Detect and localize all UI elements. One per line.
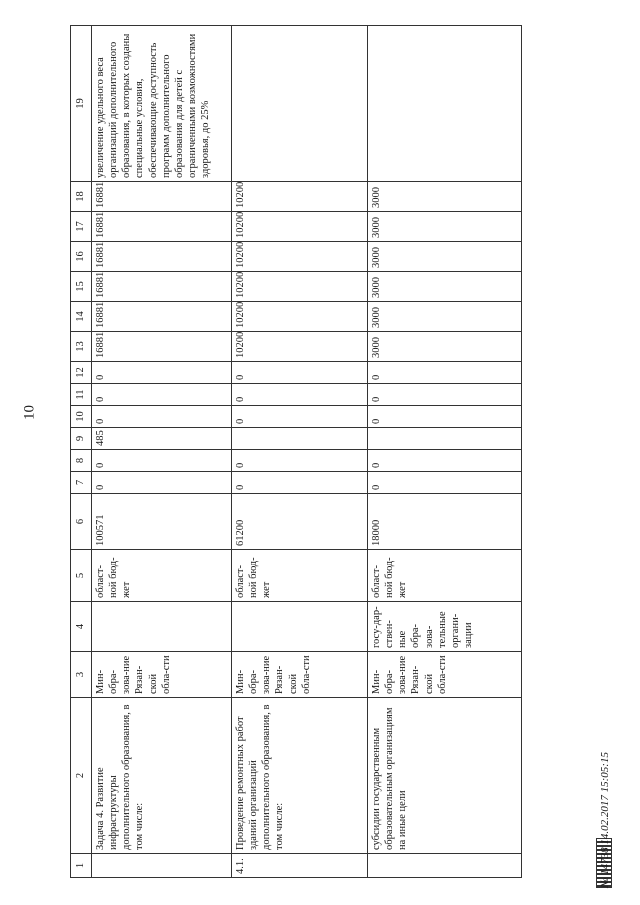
- table-cell-col-9: 485: [92, 428, 232, 450]
- table-cell-col-2: Проведение ремонтных работ зданий организаций дополнительного образования, в том числе:: [232, 698, 368, 854]
- budget-table-rotated: [70, 26, 520, 878]
- table-cell-col-10: 0: [368, 406, 522, 428]
- table-cell-col-16: 3000: [368, 242, 522, 272]
- table-cell-col-15: 10200: [232, 272, 368, 302]
- table-cell-col-2: Задача 4. Развитие инфраструктуры дополнительного образования, в том числе:: [92, 698, 232, 854]
- table-cell-col-10: 0: [232, 406, 368, 428]
- table-cell-col-9: [368, 428, 522, 450]
- header-cell: 1: [71, 854, 92, 878]
- table-cell-col-12: 0: [92, 362, 232, 384]
- table-cell-col-3: Мин-обра-зова-ние Рязан-ской обла-сти: [92, 652, 232, 698]
- table-row: [368, 26, 522, 878]
- table-cell-col-8: 0: [368, 450, 522, 472]
- table-cell-col-16: 10200: [232, 242, 368, 272]
- table-cell-col-1: [92, 854, 232, 878]
- table-cell-col-18: 16881: [92, 182, 232, 212]
- page-number: 10: [21, 405, 38, 420]
- header-cell: 3: [71, 652, 92, 698]
- header-cell: 5: [71, 550, 92, 602]
- budget-table: [70, 25, 522, 878]
- table-cell-col-10: 0: [92, 406, 232, 428]
- table-cell-col-13: 10200: [232, 332, 368, 362]
- header-cell: 4: [71, 602, 92, 652]
- table-cell-col-6: 61200: [232, 494, 368, 550]
- table-cell-col-11: 0: [368, 384, 522, 406]
- header-cell: 12: [71, 362, 92, 384]
- table-cell-col-11: 0: [92, 384, 232, 406]
- table-cell-col-13: 16881: [92, 332, 232, 362]
- table-cell-col-3: Мин-обра-зова-ние Рязан-ской обла-сти: [368, 652, 522, 698]
- table-cell-col-14: 3000: [368, 302, 522, 332]
- table-cell-col-6: 100571: [92, 494, 232, 550]
- table-cell-col-11: 0: [232, 384, 368, 406]
- table-cell-col-13: 3000: [368, 332, 522, 362]
- table-cell-col-6: 18000: [368, 494, 522, 550]
- table-cell-col-4: [92, 602, 232, 652]
- table-cell-col-5: област-ной бюд-жет: [232, 550, 368, 602]
- header-cell: 7: [71, 472, 92, 494]
- table-cell-col-4: [232, 602, 368, 652]
- header-row: [71, 26, 92, 878]
- table-cell-col-8: 0: [232, 450, 368, 472]
- table-cell-col-3: Мин-обра-зова-ние Рязан-ской обла-сти: [232, 652, 368, 698]
- table-cell-col-14: 10200: [232, 302, 368, 332]
- table-cell-col-17: 10200: [232, 212, 368, 242]
- table-cell-col-2: субсидии государственным образовательным организациям на иные цели: [368, 698, 522, 854]
- table-cell-col-12: 0: [368, 362, 522, 384]
- table-cell-col-19: [368, 26, 522, 182]
- table-cell-col-7: 0: [232, 472, 368, 494]
- table-cell-col-17: 3000: [368, 212, 522, 242]
- table-cell-col-16: 16881: [92, 242, 232, 272]
- table-cell-col-9: [232, 428, 368, 450]
- table-cell-col-7: 0: [92, 472, 232, 494]
- table-cell-col-18: 10200: [232, 182, 368, 212]
- header-cell: 19: [71, 26, 92, 182]
- header-cell: 10: [71, 406, 92, 428]
- header-cell: 8: [71, 450, 92, 472]
- header-cell: 18: [71, 182, 92, 212]
- table-cell-col-15: 16881: [92, 272, 232, 302]
- table-cell-col-1: 4.1.: [232, 854, 368, 878]
- table-cell-col-19: [232, 26, 368, 182]
- table-cell-col-4: госу-дар-ствен-ные обра-зова-тельные органи-зации: [368, 602, 522, 652]
- table-cell-col-8: 0: [92, 450, 232, 472]
- table-row: [232, 26, 368, 878]
- table-cell-col-15: 3000: [368, 272, 522, 302]
- header-cell: 15: [71, 272, 92, 302]
- table-cell-col-5: област-ной бюд-жет: [92, 550, 232, 602]
- table-cell-col-18: 3000: [368, 182, 522, 212]
- header-cell: 17: [71, 212, 92, 242]
- table-cell-col-5: област-ной бюд-жет: [368, 550, 522, 602]
- header-cell: 9: [71, 428, 92, 450]
- table-row: [92, 26, 232, 878]
- table-cell-col-14: 16881: [92, 302, 232, 332]
- table-cell-col-1: [368, 854, 522, 878]
- header-cell: 14: [71, 302, 92, 332]
- header-cell: 11: [71, 384, 92, 406]
- table-cell-col-7: 0: [368, 472, 522, 494]
- header-cell: 13: [71, 332, 92, 362]
- header-cell: 16: [71, 242, 92, 272]
- table-cell-col-12: 0: [232, 362, 368, 384]
- footer-stamp: № 14738 14.02.2017 15:05:15: [599, 752, 611, 888]
- header-cell: 2: [71, 698, 92, 854]
- header-cell: 6: [71, 494, 92, 550]
- table-cell-col-19: увеличение удельного веса организаций дополнительного образования, в которых созданы специальные условия, обеспечивающие доступность программ дополнительного образования для детей с ограниченными возможностями здоровья, до 25%: [92, 26, 232, 182]
- table-cell-col-17: 16881: [92, 212, 232, 242]
